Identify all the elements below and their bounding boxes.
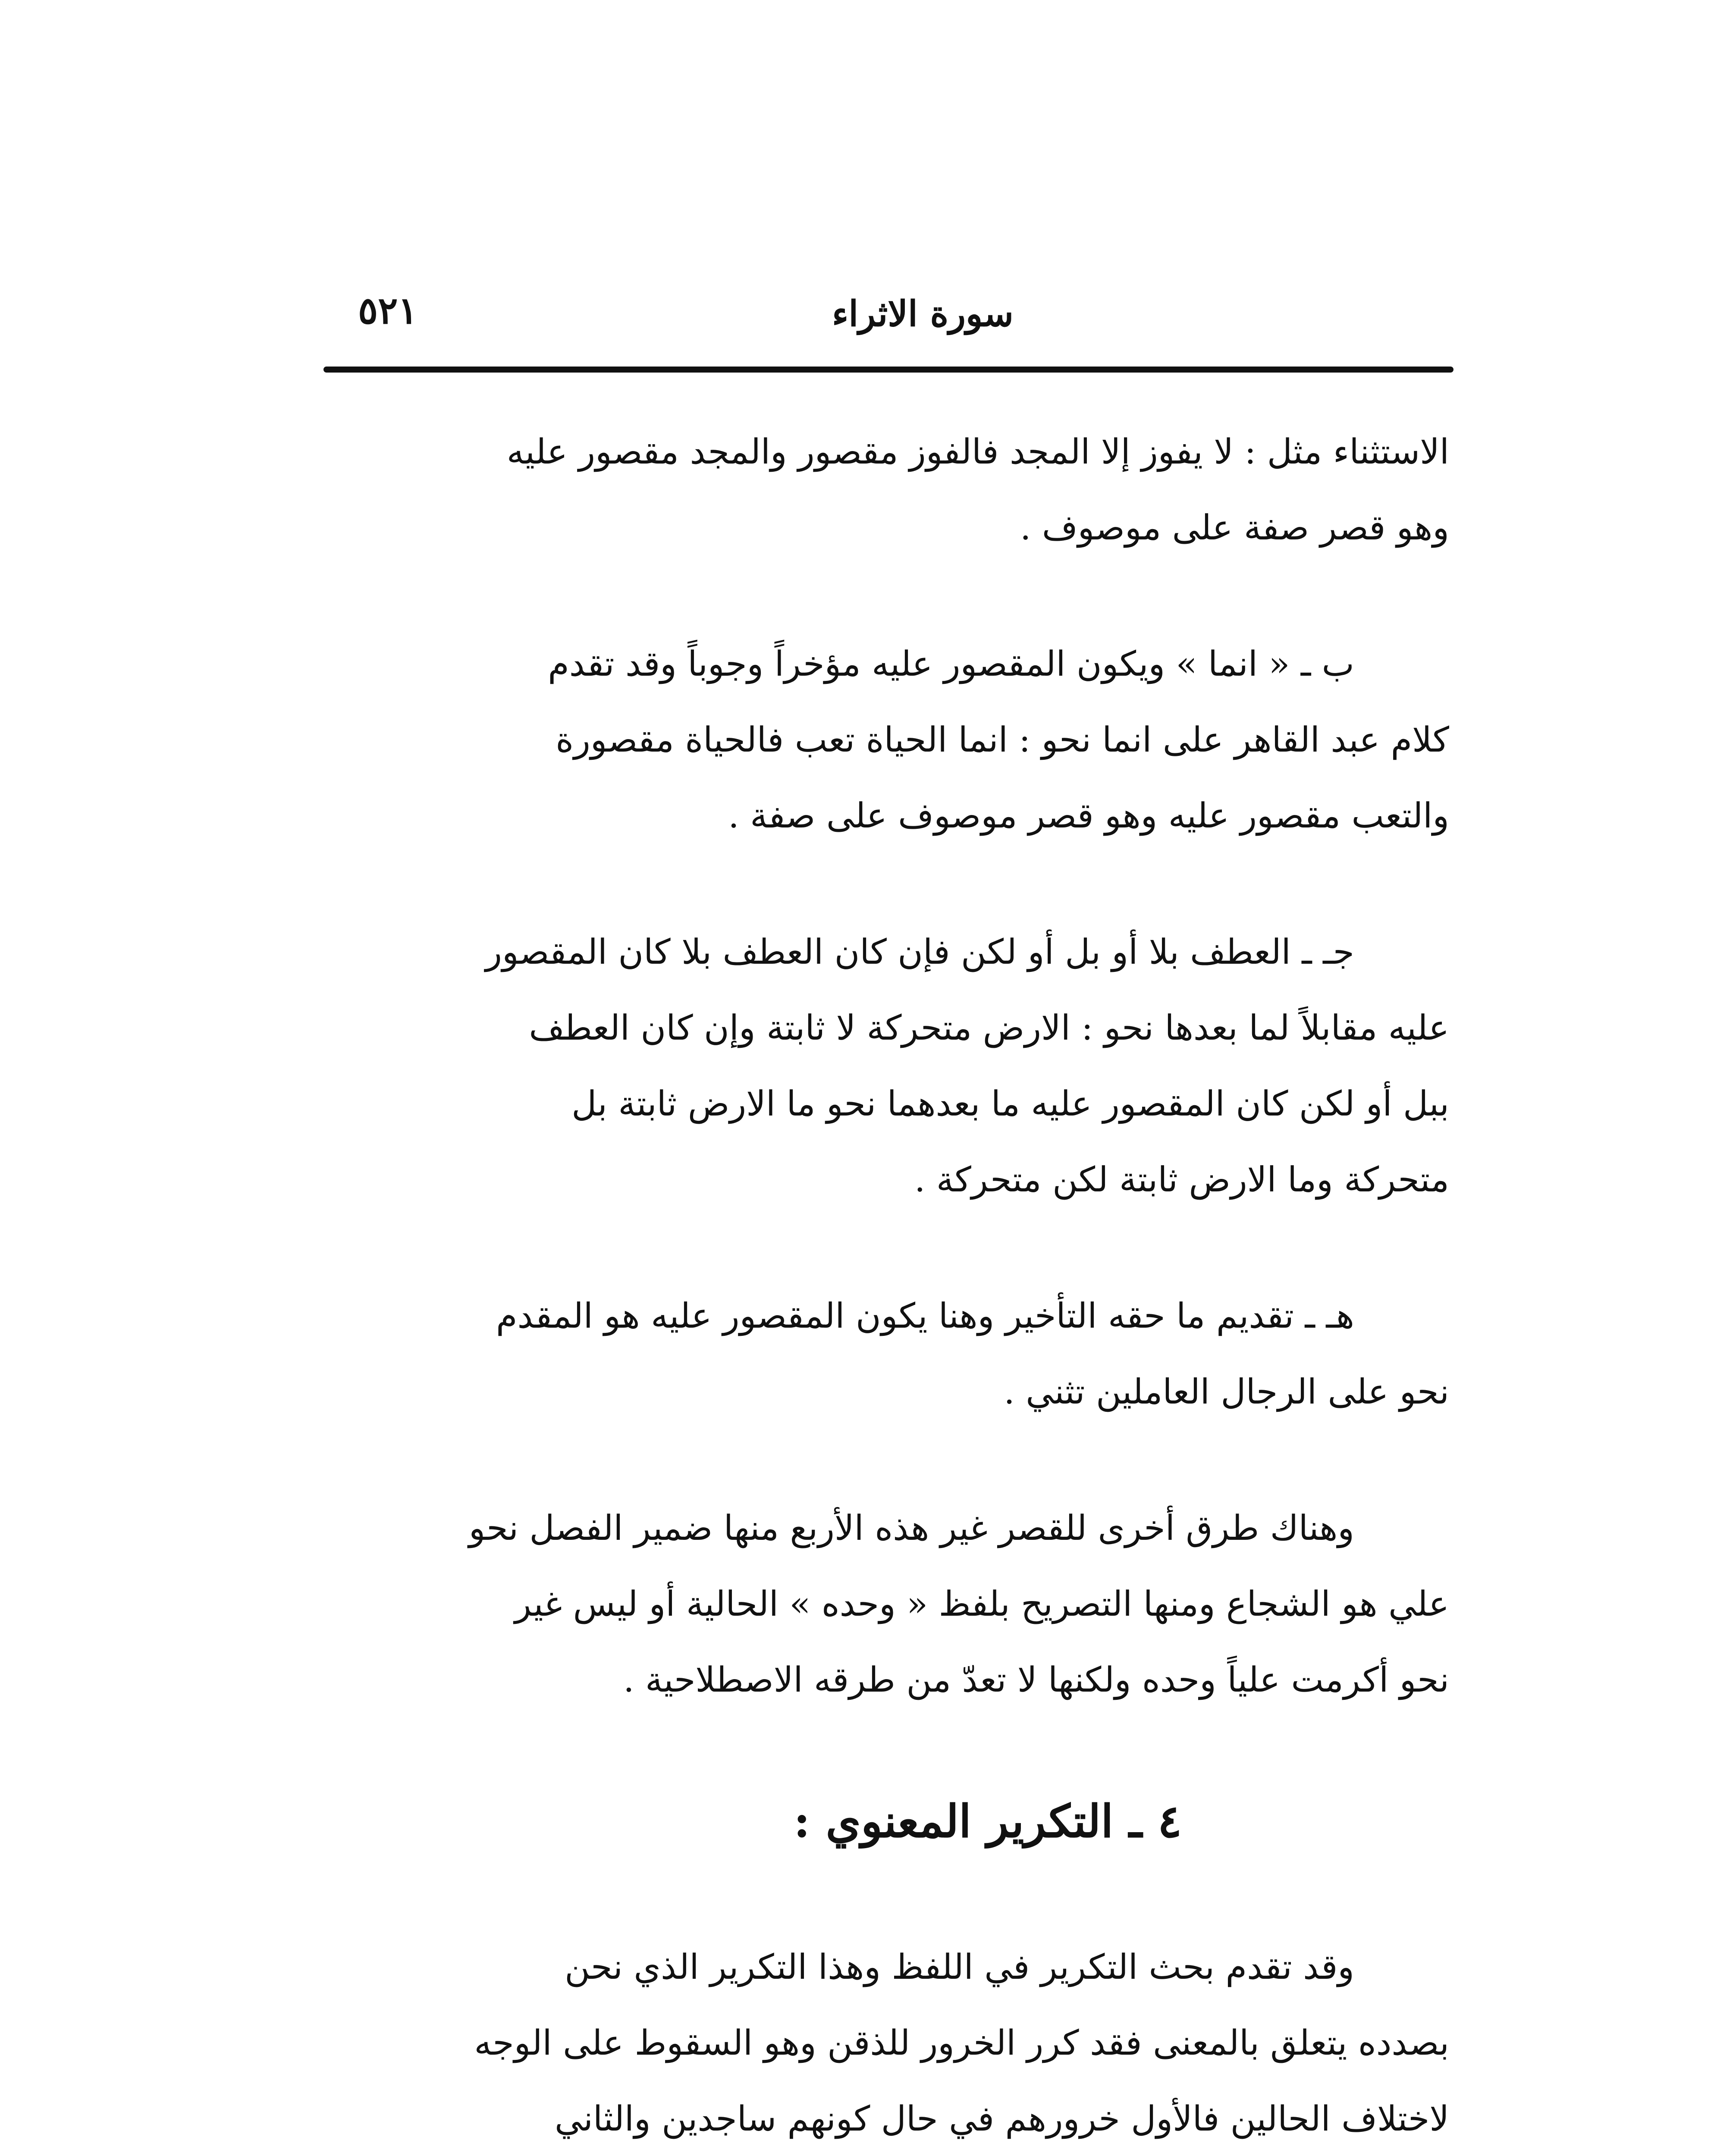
text-line: نحو أكرمت علياً وحده ولكنها لا تعدّ من طرقه الاصطلاحية . — [623, 1660, 1449, 1700]
text-line: والتعب مقصور عليه وهو قصر موصوف على صفة . — [728, 796, 1449, 836]
text-line: ب ـ « انما » ويكون المقصور عليه مؤخراً وجوباً وقد تقدم — [548, 644, 1354, 684]
text-line: متحركة وما الارض ثابتة لكن متحركة . — [914, 1159, 1449, 1200]
section-heading: ٤ ـ التكرير المعنوي : — [793, 1795, 1182, 1848]
paragraph-6 — [298, 1929, 1449, 2156]
text-line: نحو على الرجال العاملين تثني . — [1004, 1372, 1449, 1412]
text-line: الاستثناء مثل : لا يفوز إلا المجد فالفوز مقصور والمجد مقصور عليه — [506, 432, 1449, 472]
text-line: بصدده يتعلق بالمعنى فقد كرر الخرور للذقن وهو السقوط على الوجه — [474, 2023, 1449, 2063]
paragraph-3 — [298, 914, 1449, 1218]
paragraph-1 — [298, 414, 1449, 566]
text-line: لاختلاف الحالين فالأول خرورهم في حال كونهم ساجدين والثاني — [554, 2099, 1449, 2139]
text-line: وقد تقدم بحث التكرير في اللفظ وهذا التكرير الذي نحن — [565, 1947, 1354, 1987]
text-line: هـ ـ تقديم ما حقه التأخير وهنا يكون المقصور عليه هو المقدم — [496, 1296, 1354, 1336]
page-body — [298, 414, 1449, 2156]
header-rule — [323, 367, 1453, 373]
text-line: عليه مقابلاً لما بعدها نحو : الارض متحركة لا ثابتة وإن كان العطف — [529, 1008, 1449, 1048]
text-line: كلام عبد القاهر على انما نحو : انما الحياة تعب فالحياة مقصورة — [556, 720, 1449, 760]
paragraph-2 — [298, 626, 1449, 854]
text-line: وهو قصر صفة على موصوف . — [1020, 508, 1449, 548]
running-title: سورة الاثراء — [832, 293, 1014, 335]
page-header — [328, 276, 1458, 341]
page-number: ٥٢١ — [358, 289, 418, 332]
text-line: وهناك طرق أخرى للقصر غير هذه الأربع منها ضمير الفصل نحو — [468, 1508, 1354, 1548]
text-line: ببل أو لكن كان المقصور عليه ما بعدهما نحو ما الارض ثابتة بل — [571, 1084, 1449, 1124]
text-line: جـ ـ العطف بلا أو بل أو لكن فإن كان العطف بلا كان المقصور — [485, 932, 1354, 972]
paragraph-4 — [298, 1278, 1449, 1430]
paragraph-5 — [298, 1490, 1449, 1718]
text-line: علي هو الشجاع ومنها التصريح بلفظ « وحده » الحالية أو ليس غير — [515, 1584, 1449, 1624]
